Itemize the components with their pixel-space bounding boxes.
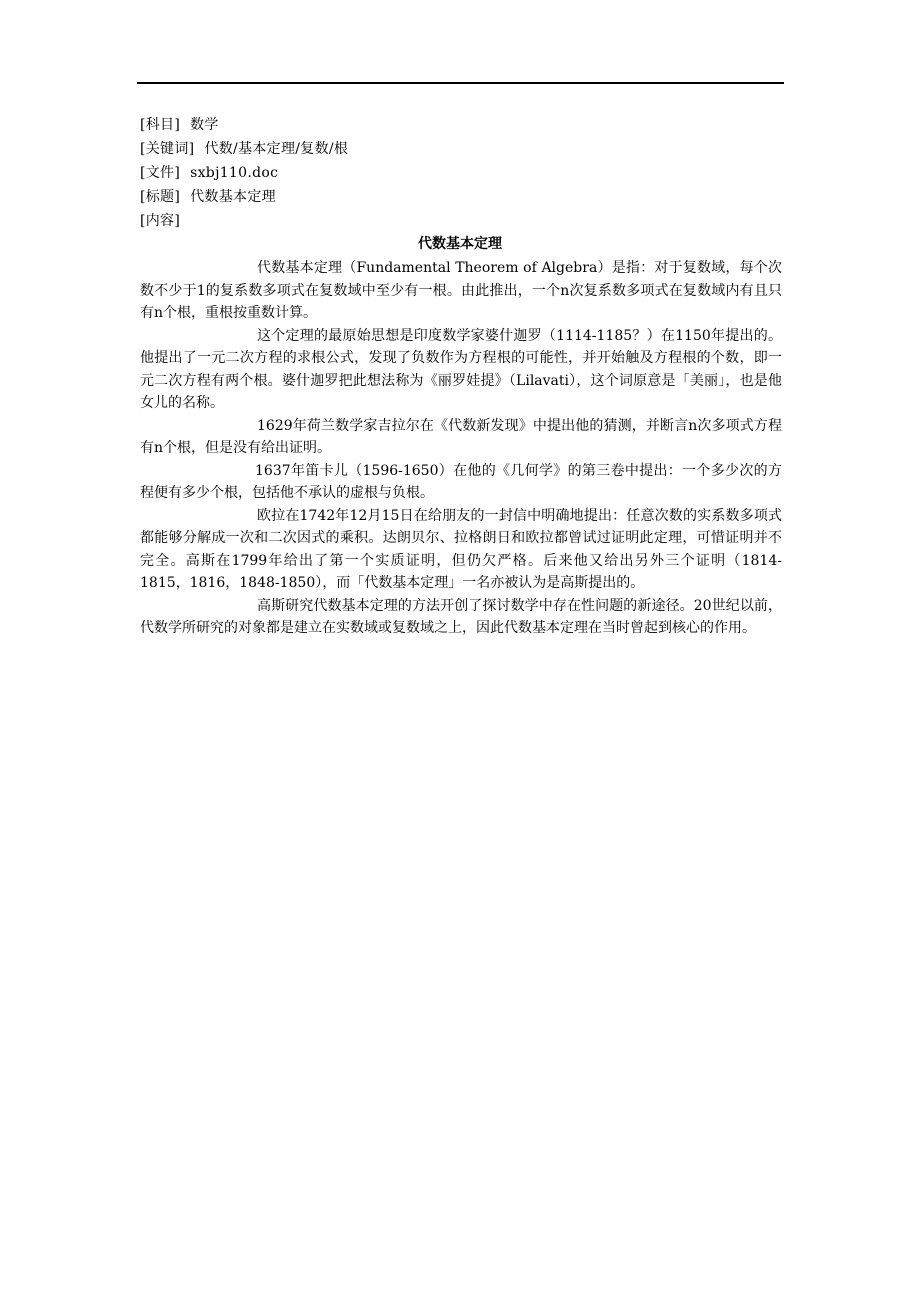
meta-heading (140, 185, 780, 209)
paragraph-descartes: 1637年笛卡儿（1596-1650）在他的《几何学》的第三卷中提出：一个多少次的方程便有多少个根，包括他不承认的虚根与负根。 (140, 462, 782, 501)
paragraph-girard: 1629年荷兰数学家吉拉尔在《代数新发现》中提出他的猜测，并断言n次多项式方程有n个根，但是没有给出证明。 (140, 417, 782, 456)
meta-subject (140, 113, 780, 137)
meta-file-label: [文件] (140, 165, 181, 181)
meta-keywords-value: 代数/基本定理/复数/根 (204, 141, 349, 157)
header-rule (137, 82, 784, 84)
meta-content-label: [内容] (140, 213, 181, 229)
paragraph-euler-gauss: 欧拉在1742年12月15日在给朋友的一封信中明确地提出：任意次数的实系数多项式都能够分解成一次和二次因式的乘积。达朗贝尔、拉格朗日和欧拉都曾试过证明此定理，可惜证明并不完全。高斯在1799年给出了第一个实质证明，但仍欠严格。后来他又给出另外三个证明（1814-1815，1816，1848-1850），而「代数基本定理」一名亦被认为是高斯提出的。 (140, 507, 782, 591)
meta-keywords-label: [关键词] (140, 141, 195, 157)
paragraph-definition: 代数基本定理（Fundamental Theorem of Algebra）是指：对于复数域，每个次数不少于1的复系数多项式在复数域中至少有一根。由此推出，一个n次复系数多项式在复数域内有且只有n个根，重根按重数计算。 (140, 260, 782, 321)
meta-heading-label: [标题] (140, 189, 181, 205)
paragraph-bhaskara: 这个定理的最原始思想是印度数学家婆什迦罗（1114-1185？）在1150年提出的。他提出了一元二次方程的求根公式，发现了负数作为方程根的可能性，并开始触及方程根的个数，即一元二次方程有两个根。婆什迦罗把此想法称为《丽罗娃提》（Lilavati），这个词原意是「美丽」，也是他女儿的名称。 (140, 327, 782, 411)
meta-heading-value: 代数基本定理 (190, 189, 276, 205)
meta-file-value: sxbj110.doc (190, 165, 279, 181)
meta-subject-value: 数学 (190, 117, 219, 133)
meta-file (140, 161, 780, 185)
meta-subject-label: [科目] (140, 117, 181, 133)
document-title: 代数基本定理 (418, 236, 502, 252)
metadata-block (140, 113, 780, 233)
paragraph-significance: 高斯研究代数基本定理的方法开创了探讨数学中存在性问题的新途径。20世纪以前，代数学所研究的对象都是建立在实数域或复数域之上，因此代数基本定理在当时曾起到核心的作用。 (140, 597, 782, 636)
document-body (140, 257, 782, 640)
meta-content (140, 209, 780, 233)
meta-keywords (140, 137, 780, 161)
